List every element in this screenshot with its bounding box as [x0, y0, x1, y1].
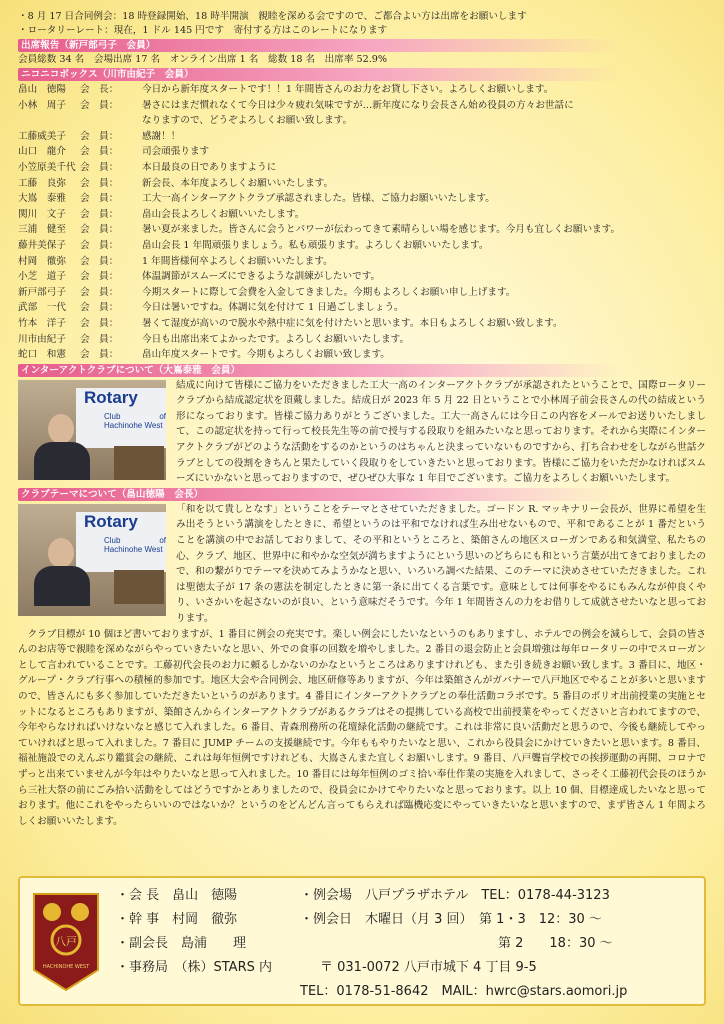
office-line: ・事務局 （株）STARS 内 — [116, 960, 272, 975]
member-message: 工大一高インターアクトクラブ承認されました。皆様、ご協力お願いいたします。 — [142, 193, 495, 205]
member-role: 会 員： — [80, 224, 119, 236]
member-name — [18, 113, 80, 129]
member-name: 武部 一代 — [18, 302, 66, 314]
member-role: 会 員： — [80, 302, 119, 314]
member-message: なりますので、どうぞよろしくお願い致します。 — [142, 115, 353, 127]
rotary-logo-text: Rotary — [84, 511, 138, 531]
member-message: 暑さにはまだ慣れなくて今日は少々疲れ気味ですが…新年度になり会長さん始め役員の方々お世話に — [142, 99, 574, 111]
interact-text: 結成に向けて皆様にご協力をいただきました工大一高のインターアクトクラブが承認されたということで、国際ロータリークラブから結成認定状を頂戴しました。結成日が 2023 年 5 月 22 日ということで小林周子前会長さんの代の結成という形になっております。皆様ご協力ありがとうございました。工大一高さんには今日この内容をメールでお送りいたしまして、この認定状を持って行って校長先生等の前で授与する段取りを組みたいなと思っております。それから実際にインターアクトクラブがどのような活動をするのかというのはちゃんと決まっていないものですから、打ち合わせをしながら世話クラブとしての役割をきちんと果たしていく段取りをしていきたいと思っております。皆様にご協力をいただかなければスムーズにいかないと思っておりますので、ぜひぜひ大事な 1 年目でございます。ご協力をよろしくお願いいたします。 — [176, 379, 706, 485]
notice-line: ・ロータリーレート：現在，1 ドル 145 円です 寄付する方はこのレートになります — [18, 25, 388, 36]
niconico-row — [18, 176, 706, 192]
member-name: 竹本 洋子 — [18, 317, 66, 329]
venue-line: ・例会場 八戸プラザホテル TEL：0178-44-3123 — [300, 888, 610, 903]
niconico-row — [18, 98, 706, 114]
member-name: 村岡 徹弥 — [18, 255, 66, 267]
member-message: 暑くて湿度が高いので脱水や熱中症に気を付けたいと思います。本日もよろしくお願い致します。 — [142, 317, 563, 329]
member-role: 会 員： — [80, 99, 119, 111]
niconico-row — [18, 316, 706, 332]
rotary-club-text: Club of Hachinohe West — [104, 411, 166, 430]
theme-section — [18, 502, 706, 627]
member-role: 会 員： — [80, 349, 119, 361]
member-role: 会 員： — [80, 271, 119, 283]
niconico-row — [18, 113, 706, 129]
member-name: 工藤威美子 — [18, 130, 66, 142]
member-message: 本日最良の日でありますように — [142, 161, 277, 173]
niconico-row — [18, 254, 706, 270]
vice-president-line: ・副会長 島浦 理 — [116, 936, 247, 951]
member-role: 会 員： — [80, 193, 119, 205]
theme-paragraph-1: 「和を以て貴しとなす」ということをテーマとさせていただきました。ゴードン R. マッキナリー会長が、世界に希望を生み出そうという講演をしたときに、希望というのは平和でなければ生み出せないもので、平和であることが 1 番だということを講演の中でお話しておりまして、その平和というところと、築館さんの地区スローガンである和気満堂、私たちの心、クラブ、地区、世界中に和やかな空気が満ちますようにという思いのどちらにも和という言葉が出てきておりましたので、和の繋がりでテーマを決めてみようかなと思い、いろいろ調べた結果、このテーマに決めさせていただきました。これは聖徳太子が 17 条の憲法を制定したときに第一条に出てくる言葉です。意味としては何事をやるにもみんなが仲良くやり、いさかいを起さないのが良い、という意味だそうです。今年 1 年間皆さんの力をお借りして成就させたいなと思っております。 — [176, 503, 706, 624]
member-name: 藤井美保子 — [18, 239, 66, 251]
member-message: 畠山会長 1 年間頑張りましょう。私も頑張ります。よろしくお願いいたします。 — [142, 239, 489, 251]
member-message: 暑い夏が来ました。皆さんに会うとパワーが伝わってきて素晴らしい場を感じます。今月も宜しくお願います。 — [142, 224, 621, 236]
attendance-heading: 出席報告（新戸部弓子 会員） — [18, 39, 621, 52]
niconico-row — [18, 222, 706, 238]
theme-paragraph-2: クラブ目標が 10 個ほど書いておりますが、1 番目に例会の充実です。楽しい例会にしたいなというのもありますし、ホテルでの例会を減らして、会員の皆さんのお店等で親睦を深めながらやっていきたいなと思い、外での食事の回数を増やしました。2 番目の退会防止と会員増強は毎年ロータリーの中でスローガンとして言われていることです。工藤初代会長のお力に頼るしかないのかなというところはありますけれども、また引き続きお願い致します。3 番目に、地区・グループ・クラブ行事への積極的参加です。地区大会や合同例会、地区研修等ありますが、今年は築館さんがガバナーで八戸地区でやることが多いと思いますので、皆さんにも多く参加していただきたいというのがあります。4 番目にインターアクトクラブとの奉仕活動コラボです。5 番目のポリオ出前授業の実施とセットになるところもありますが、築館さんからインターアクトクラブがあるクラブはその提携している高校で出前授業をやってくださいと言われてますので、今年やらなければいけないなと感じて入れました。6 番目、青森刑務所の花壇緑化活動の継続です。これは非常に良い活動だと思うので、今後も継続してやっていければと思って入れました。7 番目に JUMP チームの支援継続です。今年ももやりたいなと思い、これから役員会にかけていきたいと思います。8 番目、福祉施設でのえんぶり鑑賞会の継続、これは毎年恒例ですけれども、大嶌さんまた宜しくお願いします。9 番目、八戸聾盲学校での挨拶運動の再開、コロナでずっと出来ていませんが今年はやりたいなと思って入れました。10 番目には毎年恒例のゴミ拾い奉仕作業の実施を入れまして、さっそく工藤初代会長のほうから三社大祭の前にごみ拾い活動をしてはどうですかとありましたので、役員会にかけてやりたいなと思っております。以上 10 個、目標達成したいなと思っております。他にこれをやったらいいのではないか？というのをどんどん言ってもらえれば臨機応変にやっていきたいなと思いますので、まず皆さん 1 年間よろしくお願いいたします。 — [18, 628, 706, 827]
member-message: 体温調節がスムーズにできるような訓練がしたいです。 — [142, 271, 381, 283]
interact-section — [18, 378, 706, 487]
member-role: 会 員： — [80, 255, 119, 267]
member-message: 畠山年度スタートです。今期もよろしくお願い致します。 — [142, 349, 390, 361]
member-role: 会 員： — [80, 317, 119, 329]
meeting-time-line: 第 2 18：30 〜 — [498, 936, 613, 951]
member-role: 会 長： — [80, 84, 119, 95]
rotary-logo-text: Rotary — [84, 387, 138, 407]
notice-line: ・8 月 17 日合同例会：18 時登録開始、18 時半開演 親睦を深める会ですので、ご都合よい方は出席をお願いします — [18, 11, 527, 22]
club-banner-logo — [30, 890, 102, 994]
member-message: 今日から新年度スタートです！！1 年間皆さんのお力をお貸し下さい。よろしくお願いします。 — [142, 84, 554, 95]
contact-line: TEL：0178-51-8642 MAIL：hwrc@stars.aomori.jp — [300, 984, 628, 999]
niconico-row — [18, 269, 706, 285]
member-role: 会 員： — [80, 333, 119, 345]
president-line: ・会 長 畠山 徳陽 — [116, 888, 238, 903]
niconico-row — [18, 191, 706, 207]
logo-sub-text: HACHINOHE WEST — [42, 964, 90, 970]
member-name: 川市由紀子 — [18, 333, 66, 345]
niconico-row — [18, 82, 706, 98]
speaker-head — [48, 414, 74, 444]
lectern — [114, 446, 164, 480]
interact-heading: インターアクトクラブについて（大嶌泰雅 会員） — [18, 364, 621, 377]
niconico-row — [18, 285, 706, 301]
member-message: 今日も出席出来てよかったです。よろしくお願いいたします。 — [142, 333, 410, 345]
logo-text: 八戸 — [55, 935, 77, 948]
rotary-club-text: Club of Hachinohe West — [104, 535, 166, 554]
niconico-row — [18, 207, 706, 223]
niconico-heading: ニコニコボックス（川市由紀子 会員） — [18, 68, 621, 81]
club-info-box — [18, 876, 706, 1006]
member-role: 会 員： — [80, 177, 119, 189]
member-role: 会 員： — [80, 161, 119, 173]
member-message: 今日は暑いですね。体調に気を付けて 1 日過ごしましょう。 — [142, 302, 404, 314]
member-message: 感謝！！ — [142, 130, 181, 142]
member-name: 山口 龍介 — [18, 146, 66, 158]
member-message: 新会長、本年度よろしくお願いいたします。 — [142, 177, 334, 189]
member-role: 会 員： — [80, 146, 119, 158]
member-name: 蛇口 和憲 — [18, 349, 66, 361]
member-role: 会 員： — [80, 208, 119, 220]
member-name: 小林 周子 — [18, 99, 66, 111]
member-message: 1 年間皆様何卒よろしくお願いいたします。 — [142, 255, 333, 267]
attendance-text: 会員総数 34 名 会場出席 17 名 オンライン出席 1 名 総数 18 名 出席率 52.9% — [18, 54, 387, 65]
member-role — [80, 113, 142, 129]
member-name: 工藤 良弥 — [18, 177, 66, 189]
member-name: 小笠原美千代 — [18, 161, 76, 173]
speaker-head — [48, 538, 74, 568]
interact-photo — [18, 380, 166, 480]
member-role: 会 員： — [80, 239, 119, 251]
speaker-body — [34, 566, 90, 606]
meeting-day-line: ・例会日 木曜日（月 3 回） 第 1・3 12：30 〜 — [300, 912, 602, 927]
member-name: 新戸部弓子 — [18, 286, 66, 298]
niconico-row — [18, 129, 706, 145]
address-line: 〒 031-0072 八戸市城下 4 丁目 9-5 — [320, 960, 537, 975]
niconico-row — [18, 332, 706, 348]
speaker-body — [34, 442, 90, 480]
member-role: 会 員： — [80, 130, 119, 142]
theme-photo — [18, 504, 166, 616]
member-message: 畠山会長よろしくお願いいたします。 — [142, 208, 305, 220]
niconico-row — [18, 300, 706, 316]
theme-heading: クラブテーマについて（畠山徳陽 会長） — [18, 488, 621, 501]
niconico-row — [18, 238, 706, 254]
niconico-list — [18, 82, 706, 363]
secretary-line: ・幹 事 村岡 徹弥 — [116, 912, 238, 927]
member-name: 大嶌 泰雅 — [18, 193, 66, 205]
lectern — [114, 570, 164, 604]
niconico-row — [18, 347, 706, 363]
member-name: 畠山 徳陽 — [18, 84, 66, 95]
member-name: 関川 文子 — [18, 208, 66, 220]
member-role: 会 員： — [80, 286, 119, 298]
niconico-row — [18, 160, 706, 176]
member-name: 三浦 健至 — [18, 224, 66, 236]
member-message: 今期スタートに際して会費を入金してきました。今期もよろしくお願い申し上げます。 — [142, 286, 516, 298]
niconico-row — [18, 144, 706, 160]
member-message: 司会頑張ります — [142, 146, 210, 158]
member-name: 小芝 道子 — [18, 271, 66, 283]
